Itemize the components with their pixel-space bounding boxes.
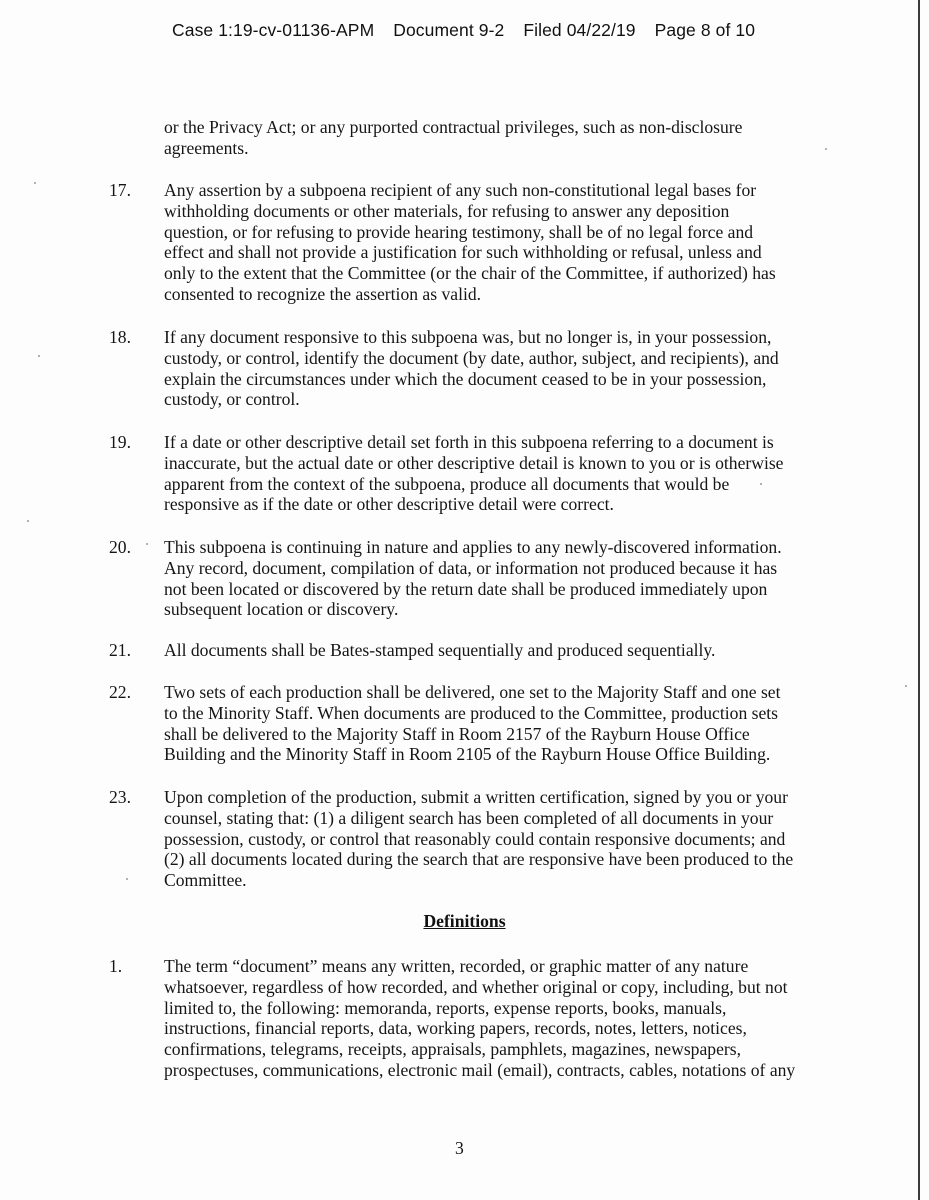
instruction-item-17: [164, 180, 824, 305]
item-number: 23.: [109, 787, 131, 807]
item-number: 18.: [109, 327, 131, 347]
text-line: effect and shall not provide a justification for such withholding or refusal, unless and: [164, 242, 762, 263]
text-line: limited to, the following: memoranda, reports, expense reports, books, manuals,: [164, 997, 727, 1018]
text-line: question, or for refusing to provide hearing testimony, shall be of no legal force and: [164, 221, 754, 242]
instruction-item-21: [164, 640, 824, 661]
item-number: 21.: [109, 640, 131, 660]
definitions-heading: Definitions: [423, 911, 506, 931]
case-header: [172, 20, 769, 41]
scan-speck: [38, 355, 40, 357]
text-line: All documents shall be Bates-stamped sequentially and produced sequentially.: [164, 640, 716, 660]
text-line: confirmations, telegrams, receipts, appraisals, pamphlets, magazines, newspapers,: [164, 1039, 741, 1060]
page-number: 3: [455, 1138, 464, 1158]
scan-speck: [905, 685, 907, 687]
text-line: whatsoever, regardless of how recorded, and whether original or copy, including, but not: [164, 976, 788, 997]
text-line: possession, custody, or control that reasonably could contain responsive documents; and: [164, 828, 786, 849]
text-line: withholding documents or other materials, for refusing to answer any deposition: [164, 200, 730, 221]
text-line: subsequent location or discovery.: [164, 599, 399, 620]
text-line: agreements.: [164, 137, 249, 158]
case-number: Case 1:19-cv-01136-APM: [172, 20, 375, 40]
text-line: prospectuses, communications, electronic mail (email), contracts, cables, notations of any: [164, 1059, 796, 1080]
instruction-item-22: [164, 682, 824, 765]
item-number: 17.: [109, 180, 131, 200]
text-line: Upon completion of the production, submit a written certification, signed by you or your: [164, 787, 788, 807]
scan-speck: [126, 878, 128, 880]
text-line: If a date or other descriptive detail set forth in this subpoena referring to a document is: [164, 432, 774, 452]
scan-speck: [825, 148, 827, 150]
scan-speck: [760, 483, 762, 485]
text-line: custody, or control.: [164, 389, 300, 410]
text-line: only to the extent that the Committee (or the chair of the Committee, if authorized) has: [164, 263, 776, 284]
page-of-total: Page 8 of 10: [654, 20, 756, 40]
text-line: apparent from the context of the subpoena, produce all documents that would be: [164, 473, 730, 494]
text-line: responsive as if the date or other descriptive detail were correct.: [164, 494, 614, 515]
instruction-item-19: [164, 432, 824, 515]
text-line: inaccurate, but the actual date or other descriptive detail is known to you or is otherwise: [164, 452, 784, 473]
text-line: consented to recognize the assertion as valid.: [164, 283, 482, 304]
intro-continuation: [164, 117, 824, 159]
item-number: 19.: [109, 432, 131, 452]
item-number: 20.: [109, 537, 131, 557]
text-line: Building and the Minority Staff in Room 2105 of the Rayburn House Office Building.: [164, 744, 771, 765]
text-line: If any document responsive to this subpoena was, but no longer is, in your possession,: [164, 327, 772, 347]
instruction-item-23: [164, 787, 824, 891]
item-number: 22.: [109, 682, 131, 702]
definition-item-1: [164, 956, 824, 1081]
text-line: not been located or discovered by the return date shall be produced immediately upon: [164, 578, 768, 599]
item-number: 1.: [109, 956, 123, 976]
text-line: (2) all documents located during the search that are responsive have been produced to the: [164, 849, 794, 870]
scan-speck: [146, 543, 148, 545]
section-heading: [0, 911, 929, 932]
text-line: or the Privacy Act; or any purported contractual privileges, such as non-disclosure: [164, 117, 743, 137]
text-line: instructions, financial reports, data, working papers, records, notes, letters, notices,: [164, 1018, 747, 1039]
text-line: Committee.: [164, 870, 247, 891]
scan-speck: [34, 182, 36, 184]
text-line: Any record, document, compilation of data, or information not produced because it has: [164, 557, 778, 578]
scan-edge-line: [918, 0, 920, 1200]
text-line: counsel, stating that: (1) a diligent search has been completed of all documents in your: [164, 807, 774, 828]
scan-speck: [27, 520, 29, 522]
instruction-item-20: [164, 537, 824, 620]
text-line: The term “document” means any written, recorded, or graphic matter of any nature: [164, 956, 749, 976]
text-line: This subpoena is continuing in nature and applies to any newly-discovered information.: [164, 537, 782, 557]
text-line: Two sets of each production shall be delivered, one set to the Majority Staff and one set: [164, 682, 781, 702]
text-line: custody, or control, identify the document (by date, author, subject, and recipients), and: [164, 347, 779, 368]
text-line: shall be delivered to the Majority Staff in Room 2157 of the Rayburn House Office: [164, 723, 750, 744]
instruction-item-18: [164, 327, 824, 410]
text-line: explain the circumstances under which the document ceased to be in your possession,: [164, 368, 767, 389]
text-line: Any assertion by a subpoena recipient of any such non-constitutional legal bases for: [164, 180, 757, 200]
document-number: Document 9-2: [393, 20, 505, 40]
filed-date: Filed 04/22/19: [523, 20, 636, 40]
text-line: to the Minority Staff. When documents are produced to the Committee, production sets: [164, 702, 779, 723]
